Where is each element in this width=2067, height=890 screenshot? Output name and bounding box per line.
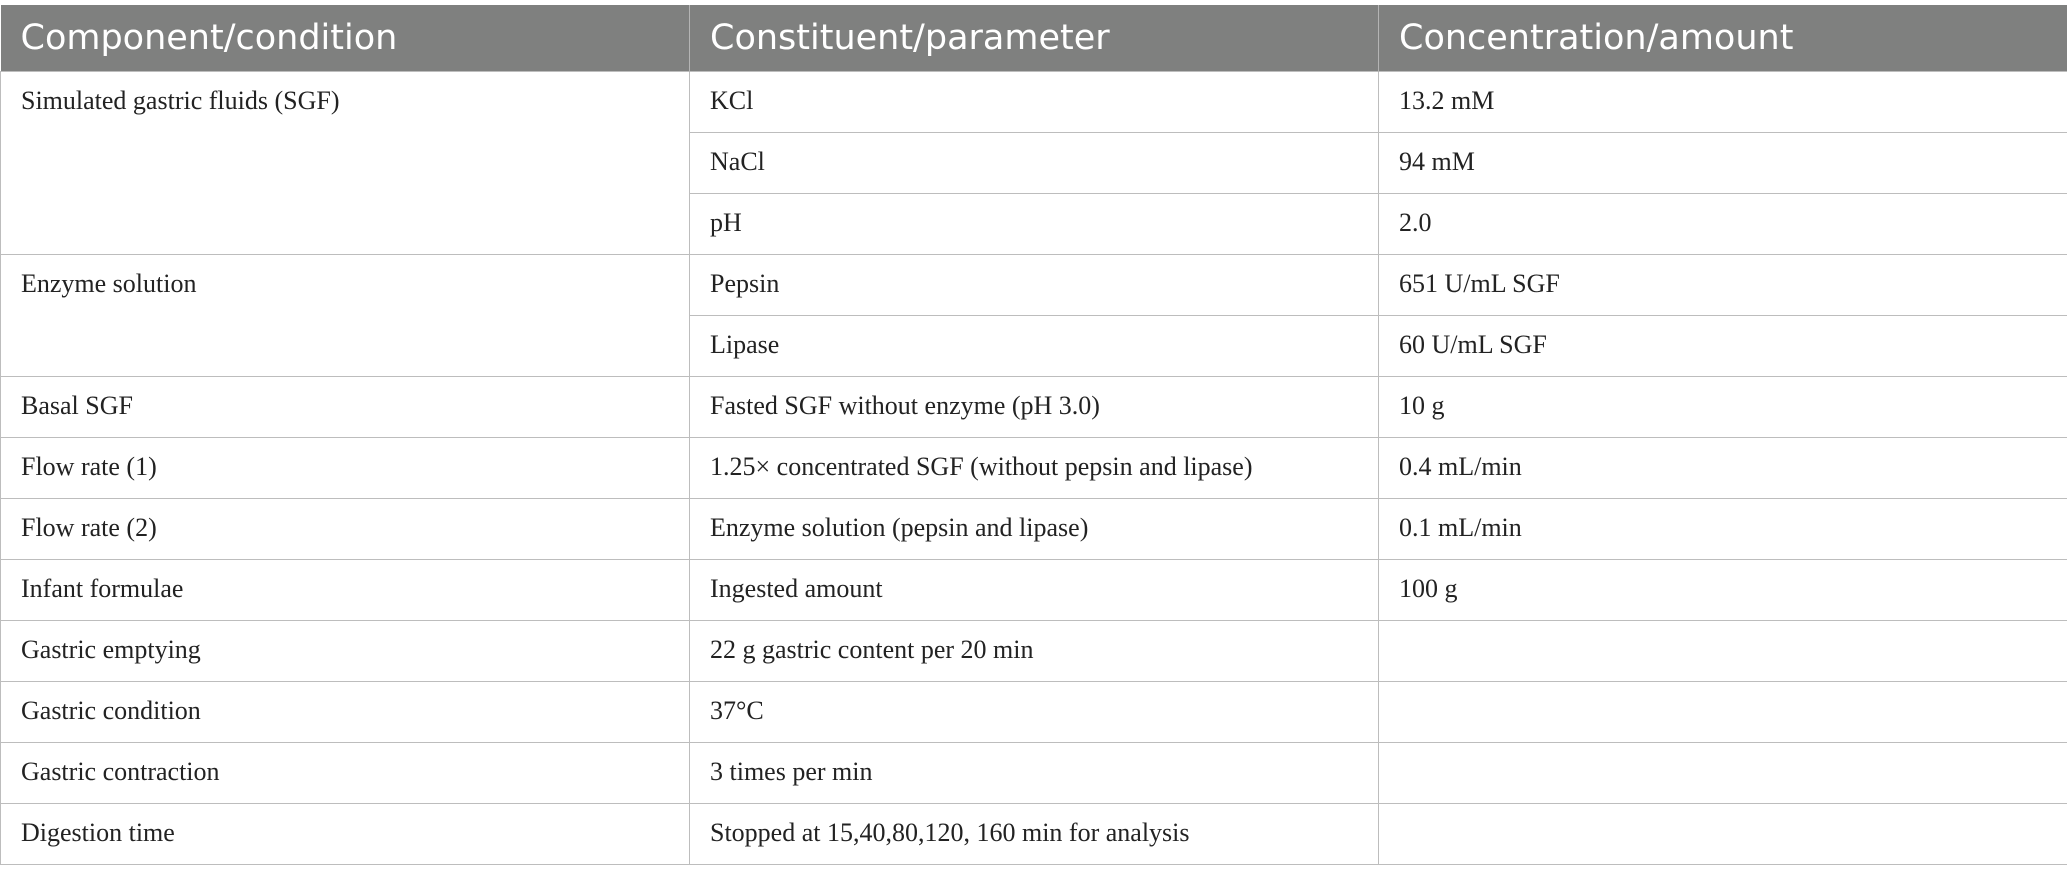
cell-constituent: Enzyme solution (pepsin and lipase) bbox=[690, 498, 1379, 559]
header-component: Component/condition bbox=[1, 5, 690, 71]
cell-component: Infant formulae bbox=[1, 559, 690, 620]
cell-component: Enzyme solution bbox=[1, 254, 690, 376]
cell-amount: 2.0 bbox=[1379, 193, 2067, 254]
cell-component: Gastric emptying bbox=[1, 620, 690, 681]
table-row bbox=[1, 620, 2067, 681]
table-row bbox=[1, 742, 2067, 803]
cell-amount: 60 U/mL SGF bbox=[1379, 315, 2067, 376]
cell-amount bbox=[1379, 620, 2067, 681]
cell-constituent: 37°C bbox=[690, 681, 1379, 742]
cell-component: Gastric condition bbox=[1, 681, 690, 742]
header-constituent: Constituent/parameter bbox=[690, 5, 1379, 71]
cell-component: Flow rate (2) bbox=[1, 498, 690, 559]
table-row bbox=[1, 803, 2067, 864]
cell-amount: 0.4 mL/min bbox=[1379, 437, 2067, 498]
cell-constituent: NaCl bbox=[690, 132, 1379, 193]
cell-amount bbox=[1379, 681, 2067, 742]
cell-component: Simulated gastric fluids (SGF) bbox=[1, 71, 690, 254]
data-table-container bbox=[0, 5, 2067, 865]
cell-amount: 10 g bbox=[1379, 376, 2067, 437]
cell-constituent: Fasted SGF without enzyme (pH 3.0) bbox=[690, 376, 1379, 437]
table-row bbox=[1, 498, 2067, 559]
cell-amount: 100 g bbox=[1379, 559, 2067, 620]
cell-component: Basal SGF bbox=[1, 376, 690, 437]
table-row bbox=[1, 559, 2067, 620]
cell-component: Gastric contraction bbox=[1, 742, 690, 803]
cell-amount bbox=[1379, 803, 2067, 864]
cell-constituent: 1.25× concentrated SGF (without pepsin and lipase) bbox=[690, 437, 1379, 498]
cell-constituent: Lipase bbox=[690, 315, 1379, 376]
cell-amount: 0.1 mL/min bbox=[1379, 498, 2067, 559]
gastric-conditions-table bbox=[0, 5, 2067, 865]
cell-constituent: Pepsin bbox=[690, 254, 1379, 315]
cell-amount bbox=[1379, 742, 2067, 803]
cell-amount: 13.2 mM bbox=[1379, 71, 2067, 132]
table-row bbox=[1, 254, 2067, 315]
table-body bbox=[1, 71, 2067, 864]
cell-constituent: 22 g gastric content per 20 min bbox=[690, 620, 1379, 681]
cell-constituent: Stopped at 15,40,80,120, 160 min for analysis bbox=[690, 803, 1379, 864]
table-row bbox=[1, 681, 2067, 742]
table-row bbox=[1, 71, 2067, 132]
cell-constituent: 3 times per min bbox=[690, 742, 1379, 803]
table-row bbox=[1, 376, 2067, 437]
header-amount: Concentration/amount bbox=[1379, 5, 2067, 71]
cell-constituent: KCl bbox=[690, 71, 1379, 132]
table-row bbox=[1, 437, 2067, 498]
table-header bbox=[1, 5, 2067, 71]
cell-amount: 651 U/mL SGF bbox=[1379, 254, 2067, 315]
cell-constituent: pH bbox=[690, 193, 1379, 254]
cell-amount: 94 mM bbox=[1379, 132, 2067, 193]
header-row bbox=[1, 5, 2067, 71]
cell-constituent: Ingested amount bbox=[690, 559, 1379, 620]
cell-component: Flow rate (1) bbox=[1, 437, 690, 498]
cell-component: Digestion time bbox=[1, 803, 690, 864]
